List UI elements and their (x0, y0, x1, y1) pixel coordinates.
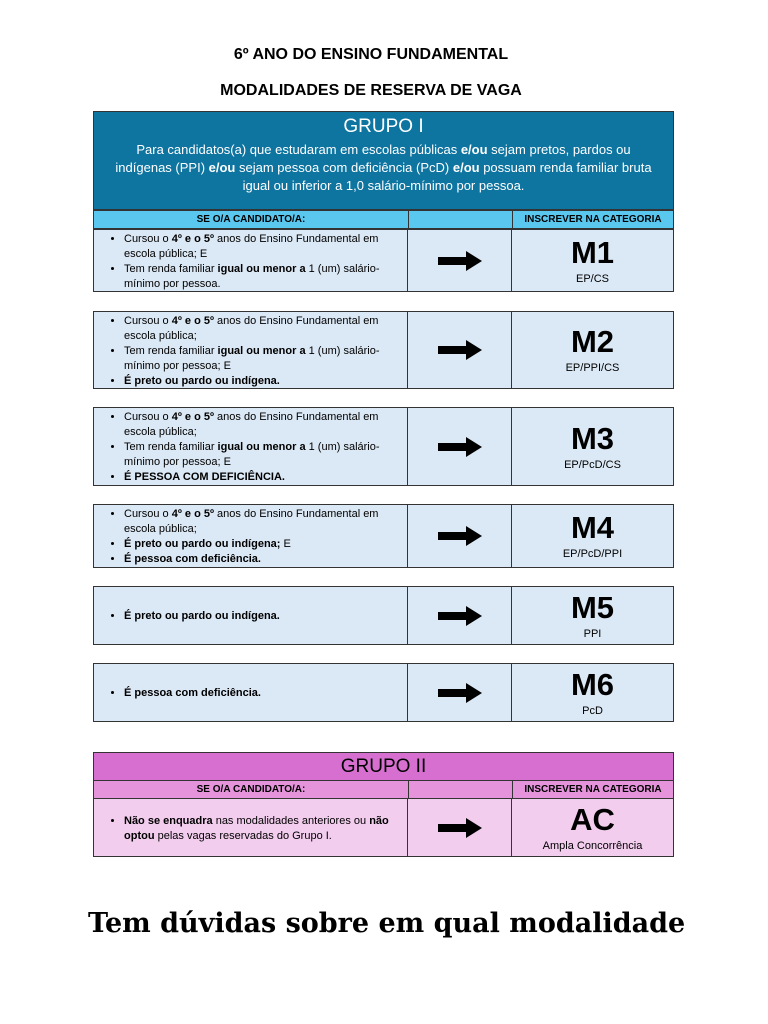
group1-description (108, 141, 659, 195)
text: anos do Ensino Fundamental em escola pública; (124, 508, 379, 535)
condition-item (124, 609, 403, 624)
row-ac (93, 798, 674, 857)
condition-item (124, 410, 403, 440)
arrow-right-icon (408, 664, 512, 721)
row-conditions (94, 664, 408, 721)
category-code: M1 (570, 234, 615, 270)
row-conditions (94, 587, 408, 644)
text: Tem renda familiar (124, 344, 218, 357)
arrow-right-icon (408, 587, 512, 644)
category-subtitle: EP/PcD/PPI (562, 548, 623, 560)
desc-eou: e/ou (452, 160, 480, 175)
condition-item (124, 686, 403, 701)
group2-header (93, 752, 674, 781)
text-bold: É pessoa com deficiência. (124, 553, 261, 565)
column-arrow (409, 781, 513, 798)
text: 1 (um) salário-mínimo por pessoa; E (124, 441, 380, 468)
category-cell (512, 799, 673, 856)
column-condition: SE O/A CANDIDATO/A: (94, 781, 409, 798)
column-category: INSCREVER NA CATEGORIA (524, 214, 662, 225)
arrow-right-icon (408, 408, 512, 485)
page-title: 6º ANO DO ENSINO FUNDAMENTAL (233, 46, 509, 63)
text: anos do Ensino Fundamental em escola pública; E (124, 232, 379, 260)
text: nas modalidades anteriores ou (212, 814, 370, 827)
row-m2 (93, 311, 674, 389)
condition-item (124, 470, 403, 485)
text-bold: 4º e o 5º (171, 508, 214, 520)
condition-item (124, 552, 403, 567)
text: anos do Ensino Fundamental em escola pública; (124, 411, 379, 438)
category-code: M5 (570, 589, 615, 625)
text-bold: 4º e o 5º (171, 314, 214, 327)
category-code: M4 (570, 510, 615, 545)
category-cell (512, 664, 673, 721)
category-code: M6 (570, 666, 615, 702)
footer-question: Tem dúvidas sobre em qual modalidade (88, 908, 686, 939)
category-code: AC (570, 801, 615, 837)
category-cell (512, 505, 673, 567)
text-bold: 4º e o 5º (171, 411, 214, 423)
arrow-right-icon (408, 312, 512, 388)
text-bold: É preto ou pardo ou indígena. (124, 374, 280, 387)
desc-text: Para candidatos(a) que estudaram em escolas públicas (136, 142, 461, 157)
group2-title: GRUPO II (340, 756, 427, 777)
row-m6 (93, 663, 674, 722)
category-cell (512, 408, 673, 485)
group1-title: GRUPO I (343, 116, 424, 137)
condition-item (124, 374, 403, 389)
text: anos do Ensino Fundamental em escola pública; (124, 314, 379, 342)
condition-item (124, 344, 403, 374)
text-bold: É PESSOA COM DEFICIÊNCIA. (124, 471, 285, 483)
condition-item (124, 232, 403, 262)
text: Cursou o (124, 508, 172, 520)
text-bold: É preto ou pardo ou indígena. (124, 610, 280, 622)
text-bold: 4º e o 5º (171, 232, 214, 245)
condition-item (124, 814, 403, 844)
row-conditions (94, 799, 408, 856)
text-bold: igual ou menor a (217, 262, 306, 275)
text-bold: É preto ou pardo ou indígena; (124, 538, 281, 550)
category-subtitle: EP/PcD/CS (564, 458, 621, 471)
text-bold: igual ou menor a (217, 441, 306, 453)
row-conditions (94, 230, 408, 291)
desc-text: possuam renda familiar bruta igual ou inferior a 1,0 salário-mínimo por pessoa. (242, 160, 652, 193)
group1-column-header (93, 210, 674, 229)
category-code: M3 (570, 420, 615, 456)
condition-item (124, 537, 403, 552)
category-code: M2 (570, 324, 615, 359)
category-subtitle: PPI (583, 627, 602, 640)
category-cell (512, 312, 673, 388)
category-cell (512, 587, 673, 644)
row-m3 (93, 407, 674, 486)
text-bold: Não se enquadra (124, 814, 213, 827)
condition-item (124, 507, 403, 537)
category-subtitle: PcD (582, 704, 603, 717)
text: Tem renda familiar (124, 441, 218, 453)
row-conditions (94, 505, 408, 567)
group1-header (93, 111, 674, 210)
condition-item (124, 314, 403, 344)
column-condition: SE O/A CANDIDATO/A: (94, 211, 409, 228)
row-conditions (94, 312, 408, 388)
text: Cursou o (124, 411, 172, 423)
arrow-right-icon (408, 230, 512, 291)
desc-eou: e/ou (208, 160, 236, 175)
category-subtitle: Ampla Concorrência (542, 839, 643, 852)
arrow-right-icon (408, 505, 512, 567)
text: 1 (um) salário-mínimo por pessoa; E (124, 344, 380, 372)
column-arrow (409, 211, 513, 228)
text-bold: É pessoa com deficiência. (124, 687, 261, 699)
row-conditions (94, 408, 408, 485)
text: 1 (um) salário-mínimo por pessoa. (124, 262, 380, 290)
text: E (280, 538, 291, 550)
text: Cursou o (124, 232, 172, 245)
text-bold: não optou (124, 814, 389, 842)
text-bold: igual ou menor a (217, 344, 306, 357)
condition-item (124, 440, 403, 470)
text: Cursou o (124, 314, 172, 327)
group2-column-header (93, 780, 674, 799)
column-category: INSCREVER NA CATEGORIA (524, 784, 662, 795)
desc-text: sejam pessoa com deficiência (PcD) (235, 160, 453, 175)
text: pelas vagas reservadas do Grupo I. (154, 829, 332, 842)
category-cell (512, 230, 673, 291)
row-m1 (93, 229, 674, 292)
category-subtitle: EP/CS (575, 272, 609, 285)
category-subtitle: EP/PPI/CS (565, 362, 620, 374)
desc-text: sejam pretos, pardos ou indígenas (PPI) (115, 142, 631, 175)
page-subtitle: MODALIDADES DE RESERVA DE VAGA (220, 82, 522, 99)
condition-item (124, 262, 403, 292)
text: Tem renda familiar (124, 262, 218, 275)
arrow-right-icon (408, 799, 512, 856)
desc-eou: e/ou (460, 142, 488, 157)
row-m4 (93, 504, 674, 568)
row-m5 (93, 586, 674, 645)
